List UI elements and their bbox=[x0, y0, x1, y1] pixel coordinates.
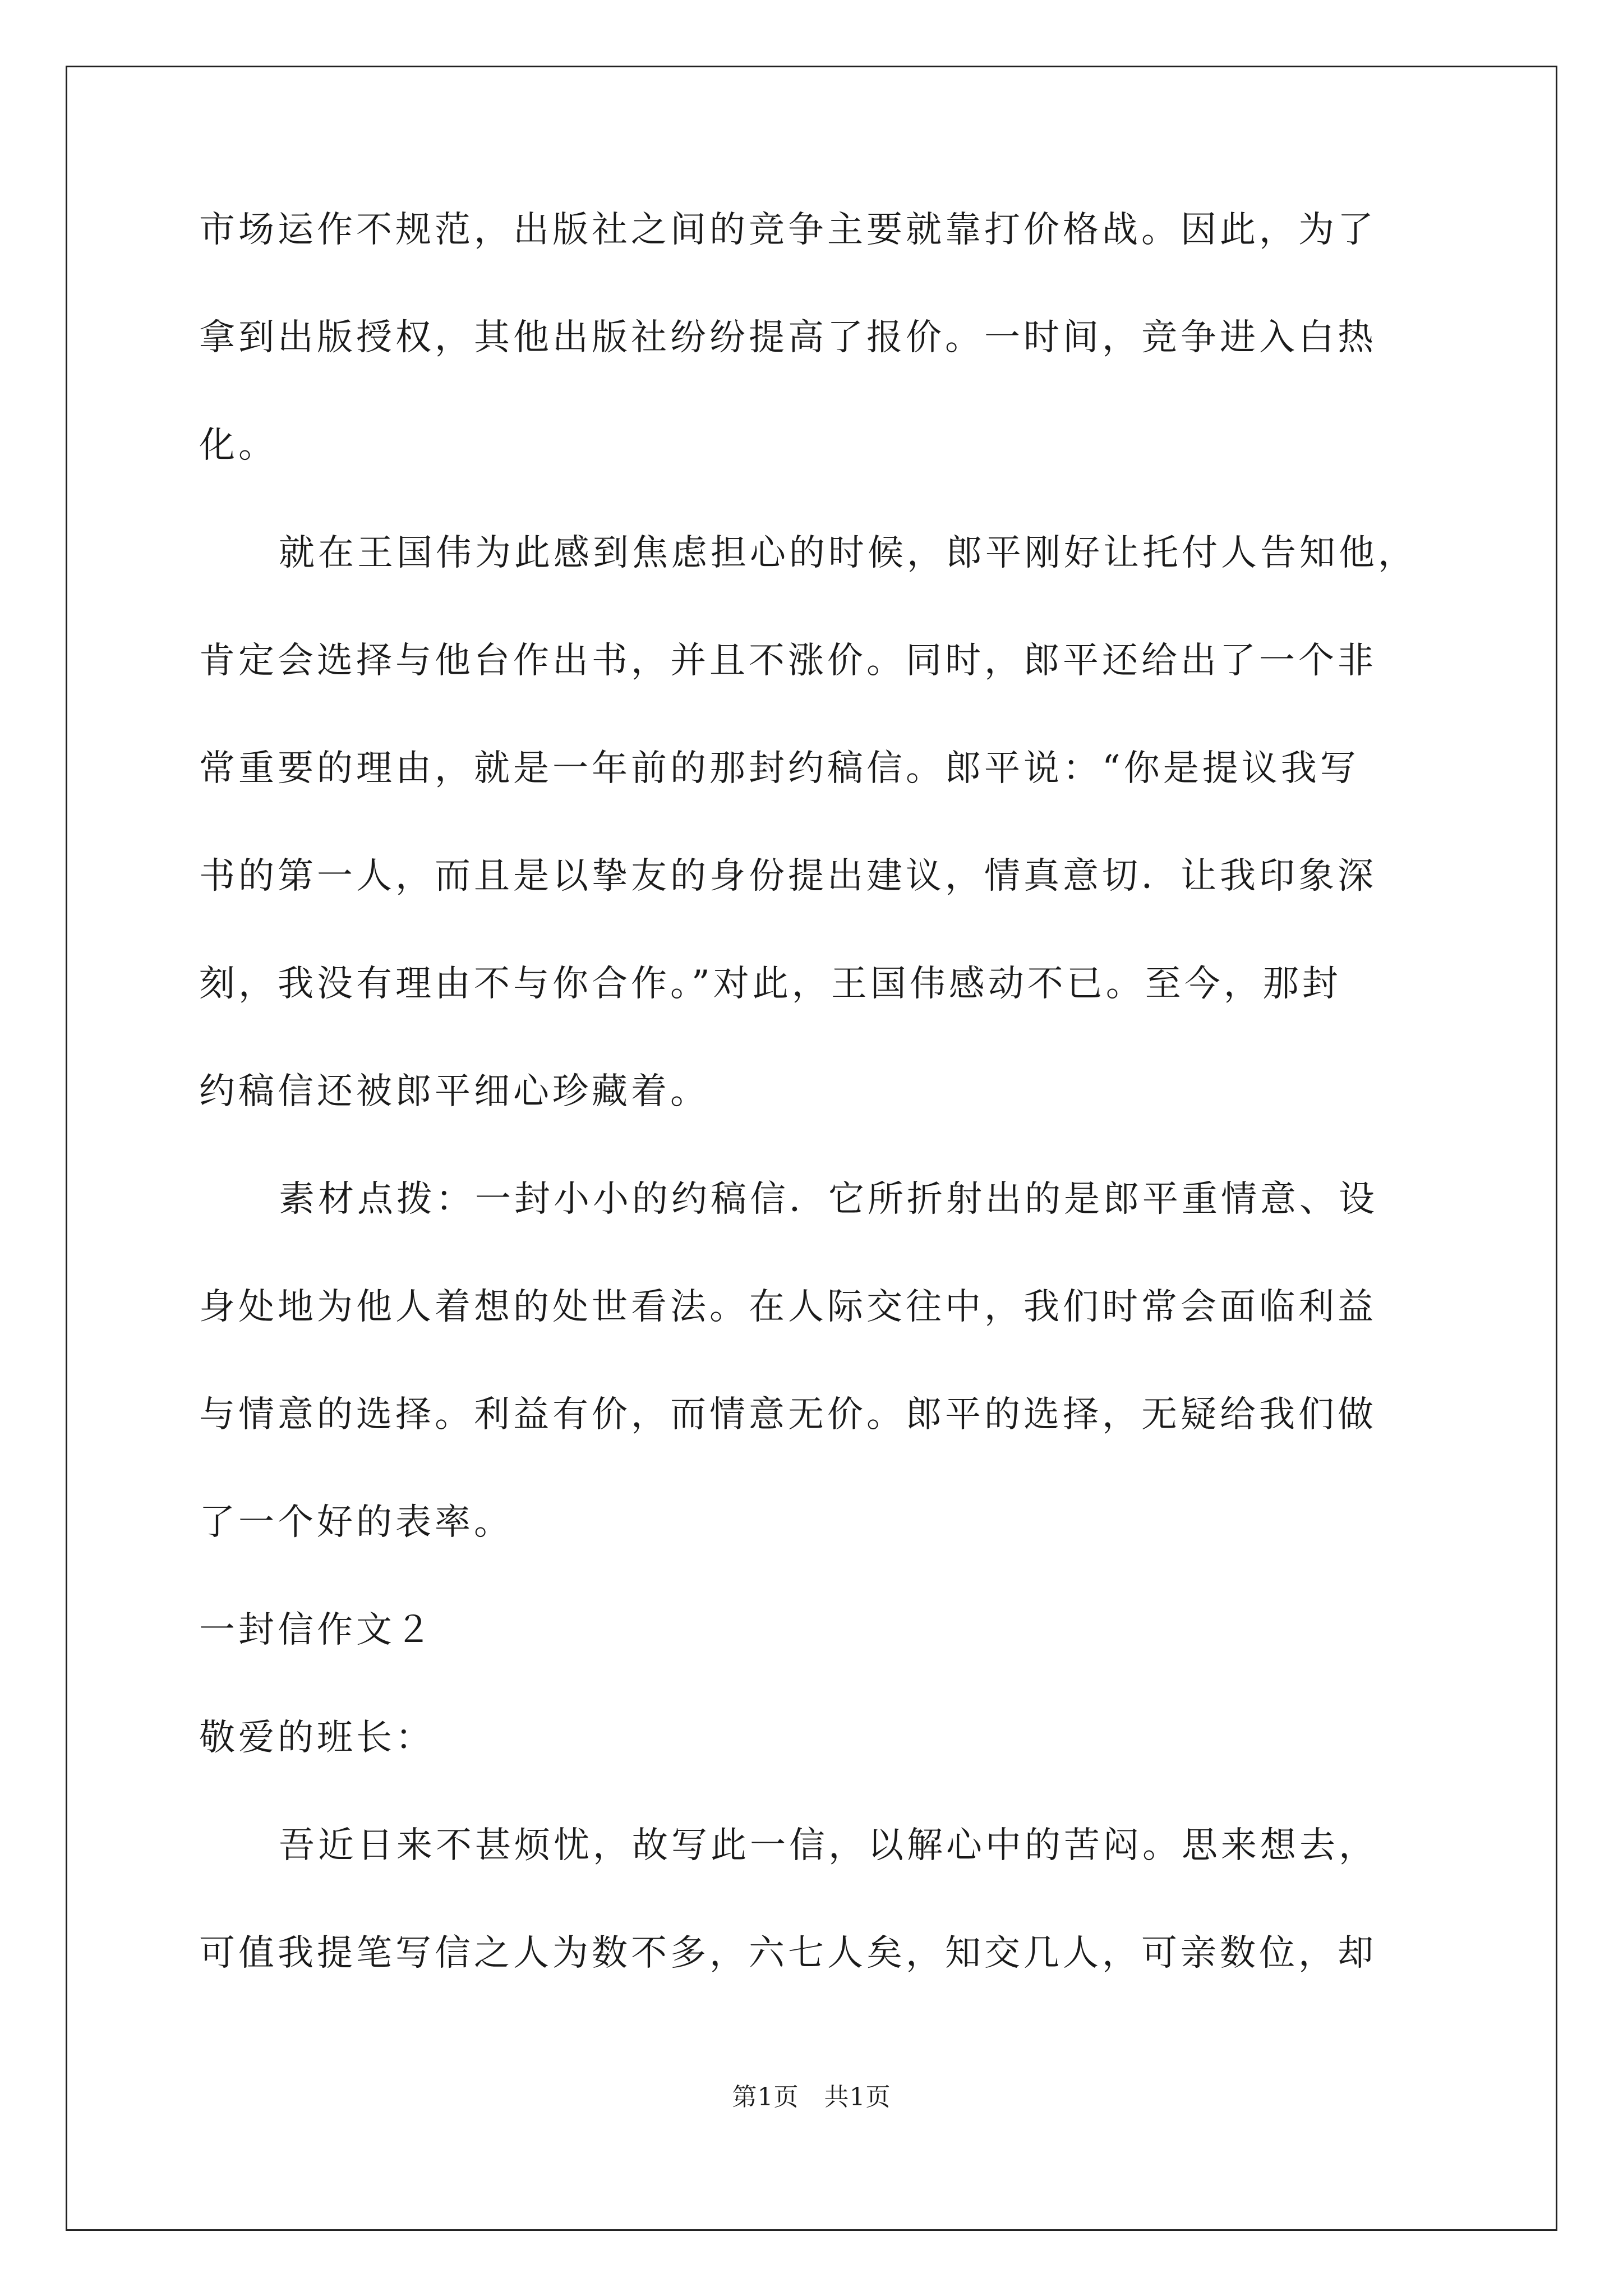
page-border bbox=[66, 66, 1557, 2231]
section-heading: 一封信作文２ bbox=[199, 1609, 435, 1651]
body-line: 素材点拨：一封小小的约稿信．它所折射出的是郎平重情意、设 bbox=[279, 1179, 1378, 1220]
body-line: 书的第一人，而且是以挚友的身份提出建议，情真意切．让我印象深 bbox=[199, 855, 1377, 897]
body-line: 吾近日来不甚烦忧，故写此一信，以解心中的苦闷。思来想去， bbox=[279, 1825, 1378, 1866]
body-line: 刻，我没有理由不与你合作。”对此，王国伟感动不已。至今，那封 bbox=[199, 963, 1341, 1005]
body-line: 了一个好的表率。 bbox=[199, 1502, 513, 1543]
body-line: 市场运作不规范，出版社之间的竞争主要就靠打价格战。因此，为了 bbox=[199, 209, 1377, 251]
body-line: 可值我提笔写信之人为数不多，六七人矣，知交几人，可亲数位，却 bbox=[199, 1932, 1377, 1974]
body-line: 约稿信还被郎平细心珍藏着。 bbox=[199, 1071, 709, 1112]
body-line: 与情意的选择。利益有价，而情意无价。郎平的选择，无疑给我们做 bbox=[199, 1394, 1377, 1435]
body-line: 肯定会选择与他台作出书，并且不涨价。同时，郎平还给出了一个非 bbox=[199, 640, 1377, 682]
body-line: 常重要的理由，就是一年前的那封约稿信。郎平说：“你是提议我写 bbox=[199, 748, 1359, 789]
body-line: 身处地为他人着想的处世看法。在人际交往中，我们时常会面临利益 bbox=[199, 1286, 1377, 1328]
letter-salutation: 敬爱的班长： bbox=[199, 1717, 435, 1759]
page-number-footer: 第1页 共1页 bbox=[732, 2083, 891, 2111]
body-line: 化。 bbox=[199, 425, 278, 466]
body-line: 拿到出版授权，其他出版社纷纷提高了报价。一时间，竞争进入白热 bbox=[199, 317, 1377, 358]
body-line: 就在王国伟为此感到焦虑担心的时候，郎平刚好让托付人告知他， bbox=[279, 532, 1417, 574]
